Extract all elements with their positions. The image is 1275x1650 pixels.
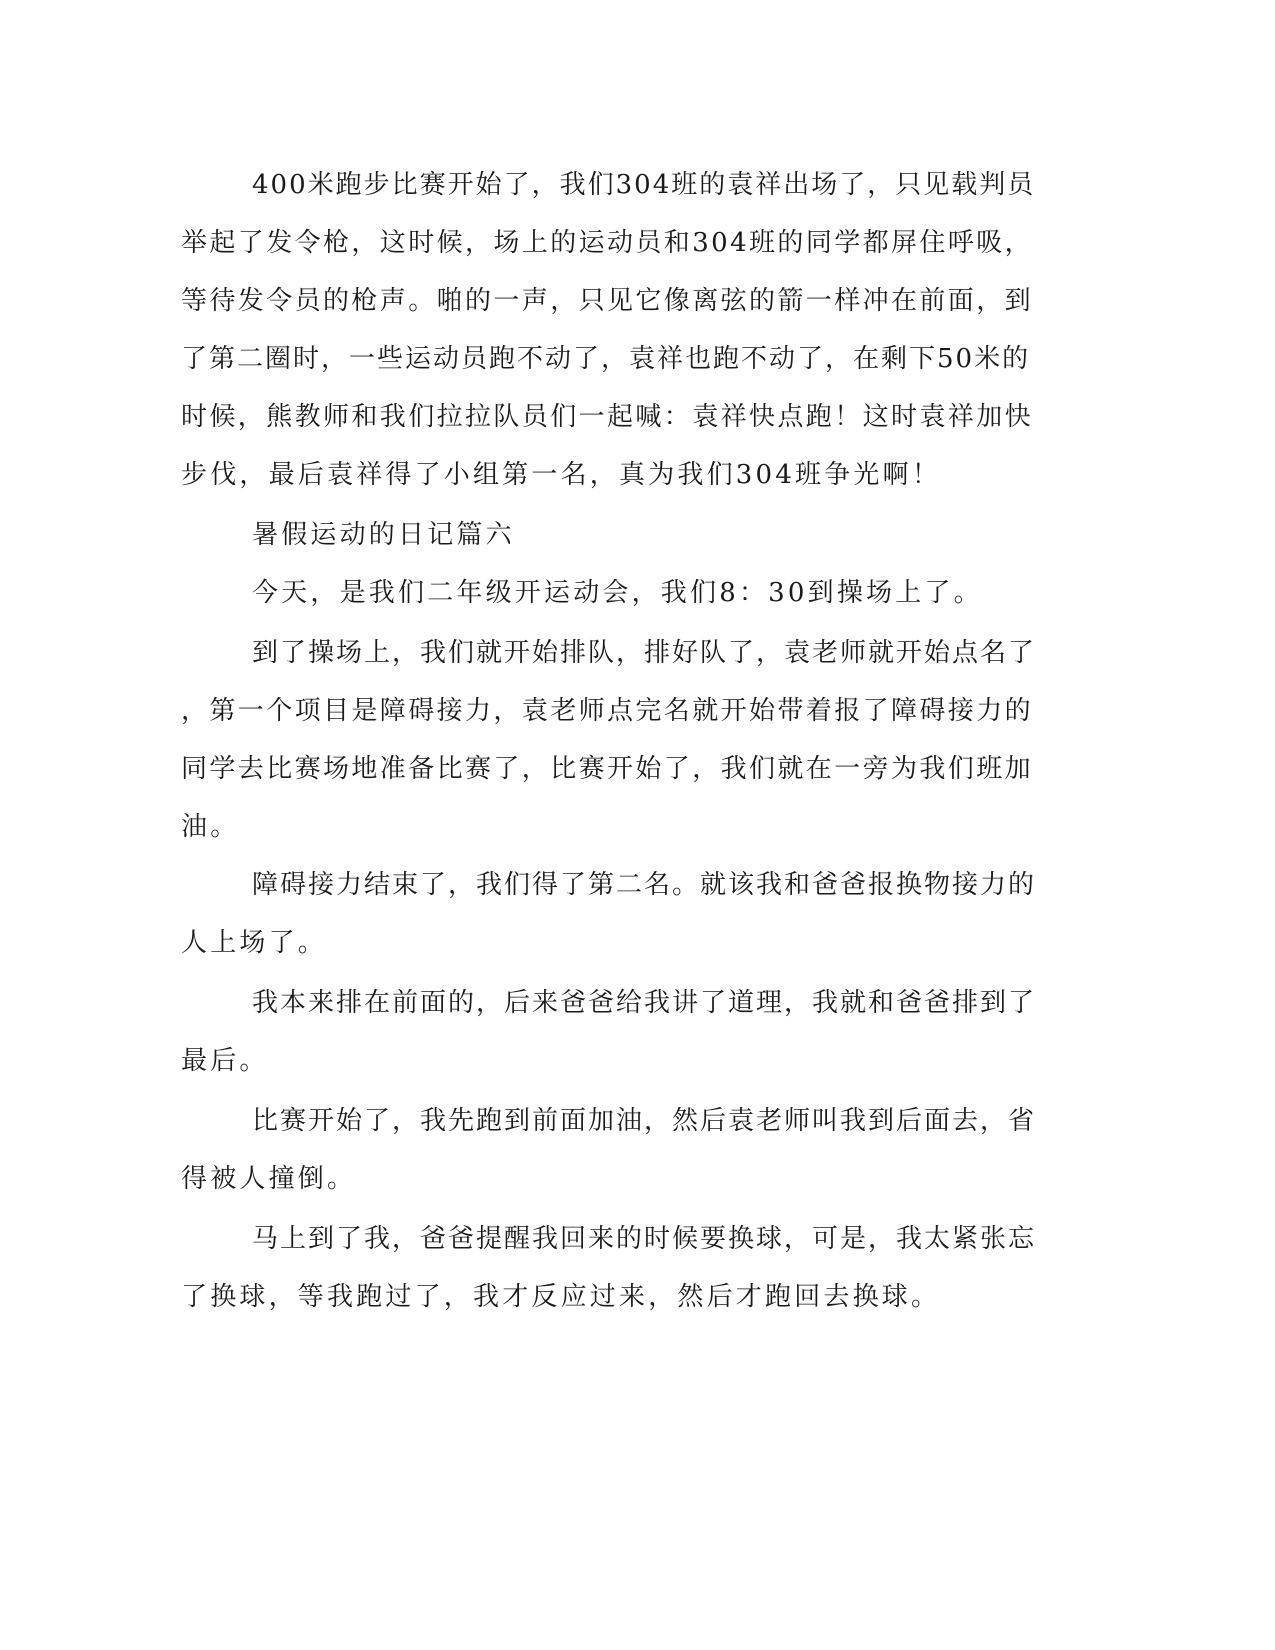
paragraph-3-line-1: 到了操场上，我们就开始排队，排好队了，袁老师就开始点名了 [252, 638, 1037, 668]
paragraph-3-line-2: ，第一个项目是障碍接力，袁老师点完名就开始带着报了障碍接力的 [181, 696, 1034, 726]
paragraph-7-line-1: 马上到了我，爸爸提醒我回来的时候要换球，可是，我太紧张忘 [252, 1224, 1037, 1254]
paragraph-3-line-4: 油。 [181, 812, 240, 842]
paragraph-5-line-1: 我本来排在前面的，后来爸爸给我讲了道理，我就和爸爸排到了 [252, 988, 1037, 1018]
paragraph-3-line-3: 同学去比赛场地准备比赛了，比赛开始了，我们就在一旁为我们班加 [181, 754, 1034, 784]
paragraph-5-line-2: 最后。 [181, 1046, 269, 1076]
paragraph-1-line-6: 步伐，最后袁祥得了小组第一名，真为我们304班争光啊！ [181, 460, 942, 490]
paragraph-1-line-5: 时候，熊教师和我们拉拉队员们一起喊：袁祥快点跑！这时袁祥加快 [181, 402, 1034, 432]
paragraph-1-line-2: 举起了发令枪，这时候，场上的运动员和304班的同学都屏住呼吸， [181, 228, 1034, 258]
paragraph-6-line-1: 比赛开始了，我先跑到前面加油，然后袁老师叫我到后面去，省 [252, 1106, 1037, 1136]
paragraph-1-line-3: 等待发令员的枪声。啪的一声，只见它像离弦的箭一样冲在前面，到 [181, 286, 1034, 316]
paragraph-4-line-2: 人上场了。 [181, 928, 328, 958]
paragraph-7-line-2: 了换球，等我跑过了，我才反应过来，然后才跑回去换球。 [181, 1282, 941, 1312]
paragraph-4-line-1: 障碍接力结束了，我们得了第二名。就该我和爸爸报换物接力的 [252, 870, 1037, 900]
paragraph-1-line-4: 了第二圈时，一些运动员跑不动了，袁祥也跑不动了，在剩下50米的 [181, 344, 1031, 374]
paragraph-6-line-2: 得被人撞倒。 [181, 1164, 357, 1194]
section-heading: 暑假运动的日记篇六 [252, 520, 515, 550]
paragraph-1-line-1: 400米跑步比赛开始了，我们304班的袁祥出场了，只见载判员 [252, 170, 1036, 200]
paragraph-2-line-1: 今天，是我们二年级开运动会，我们8：30到操场上了。 [252, 578, 983, 608]
